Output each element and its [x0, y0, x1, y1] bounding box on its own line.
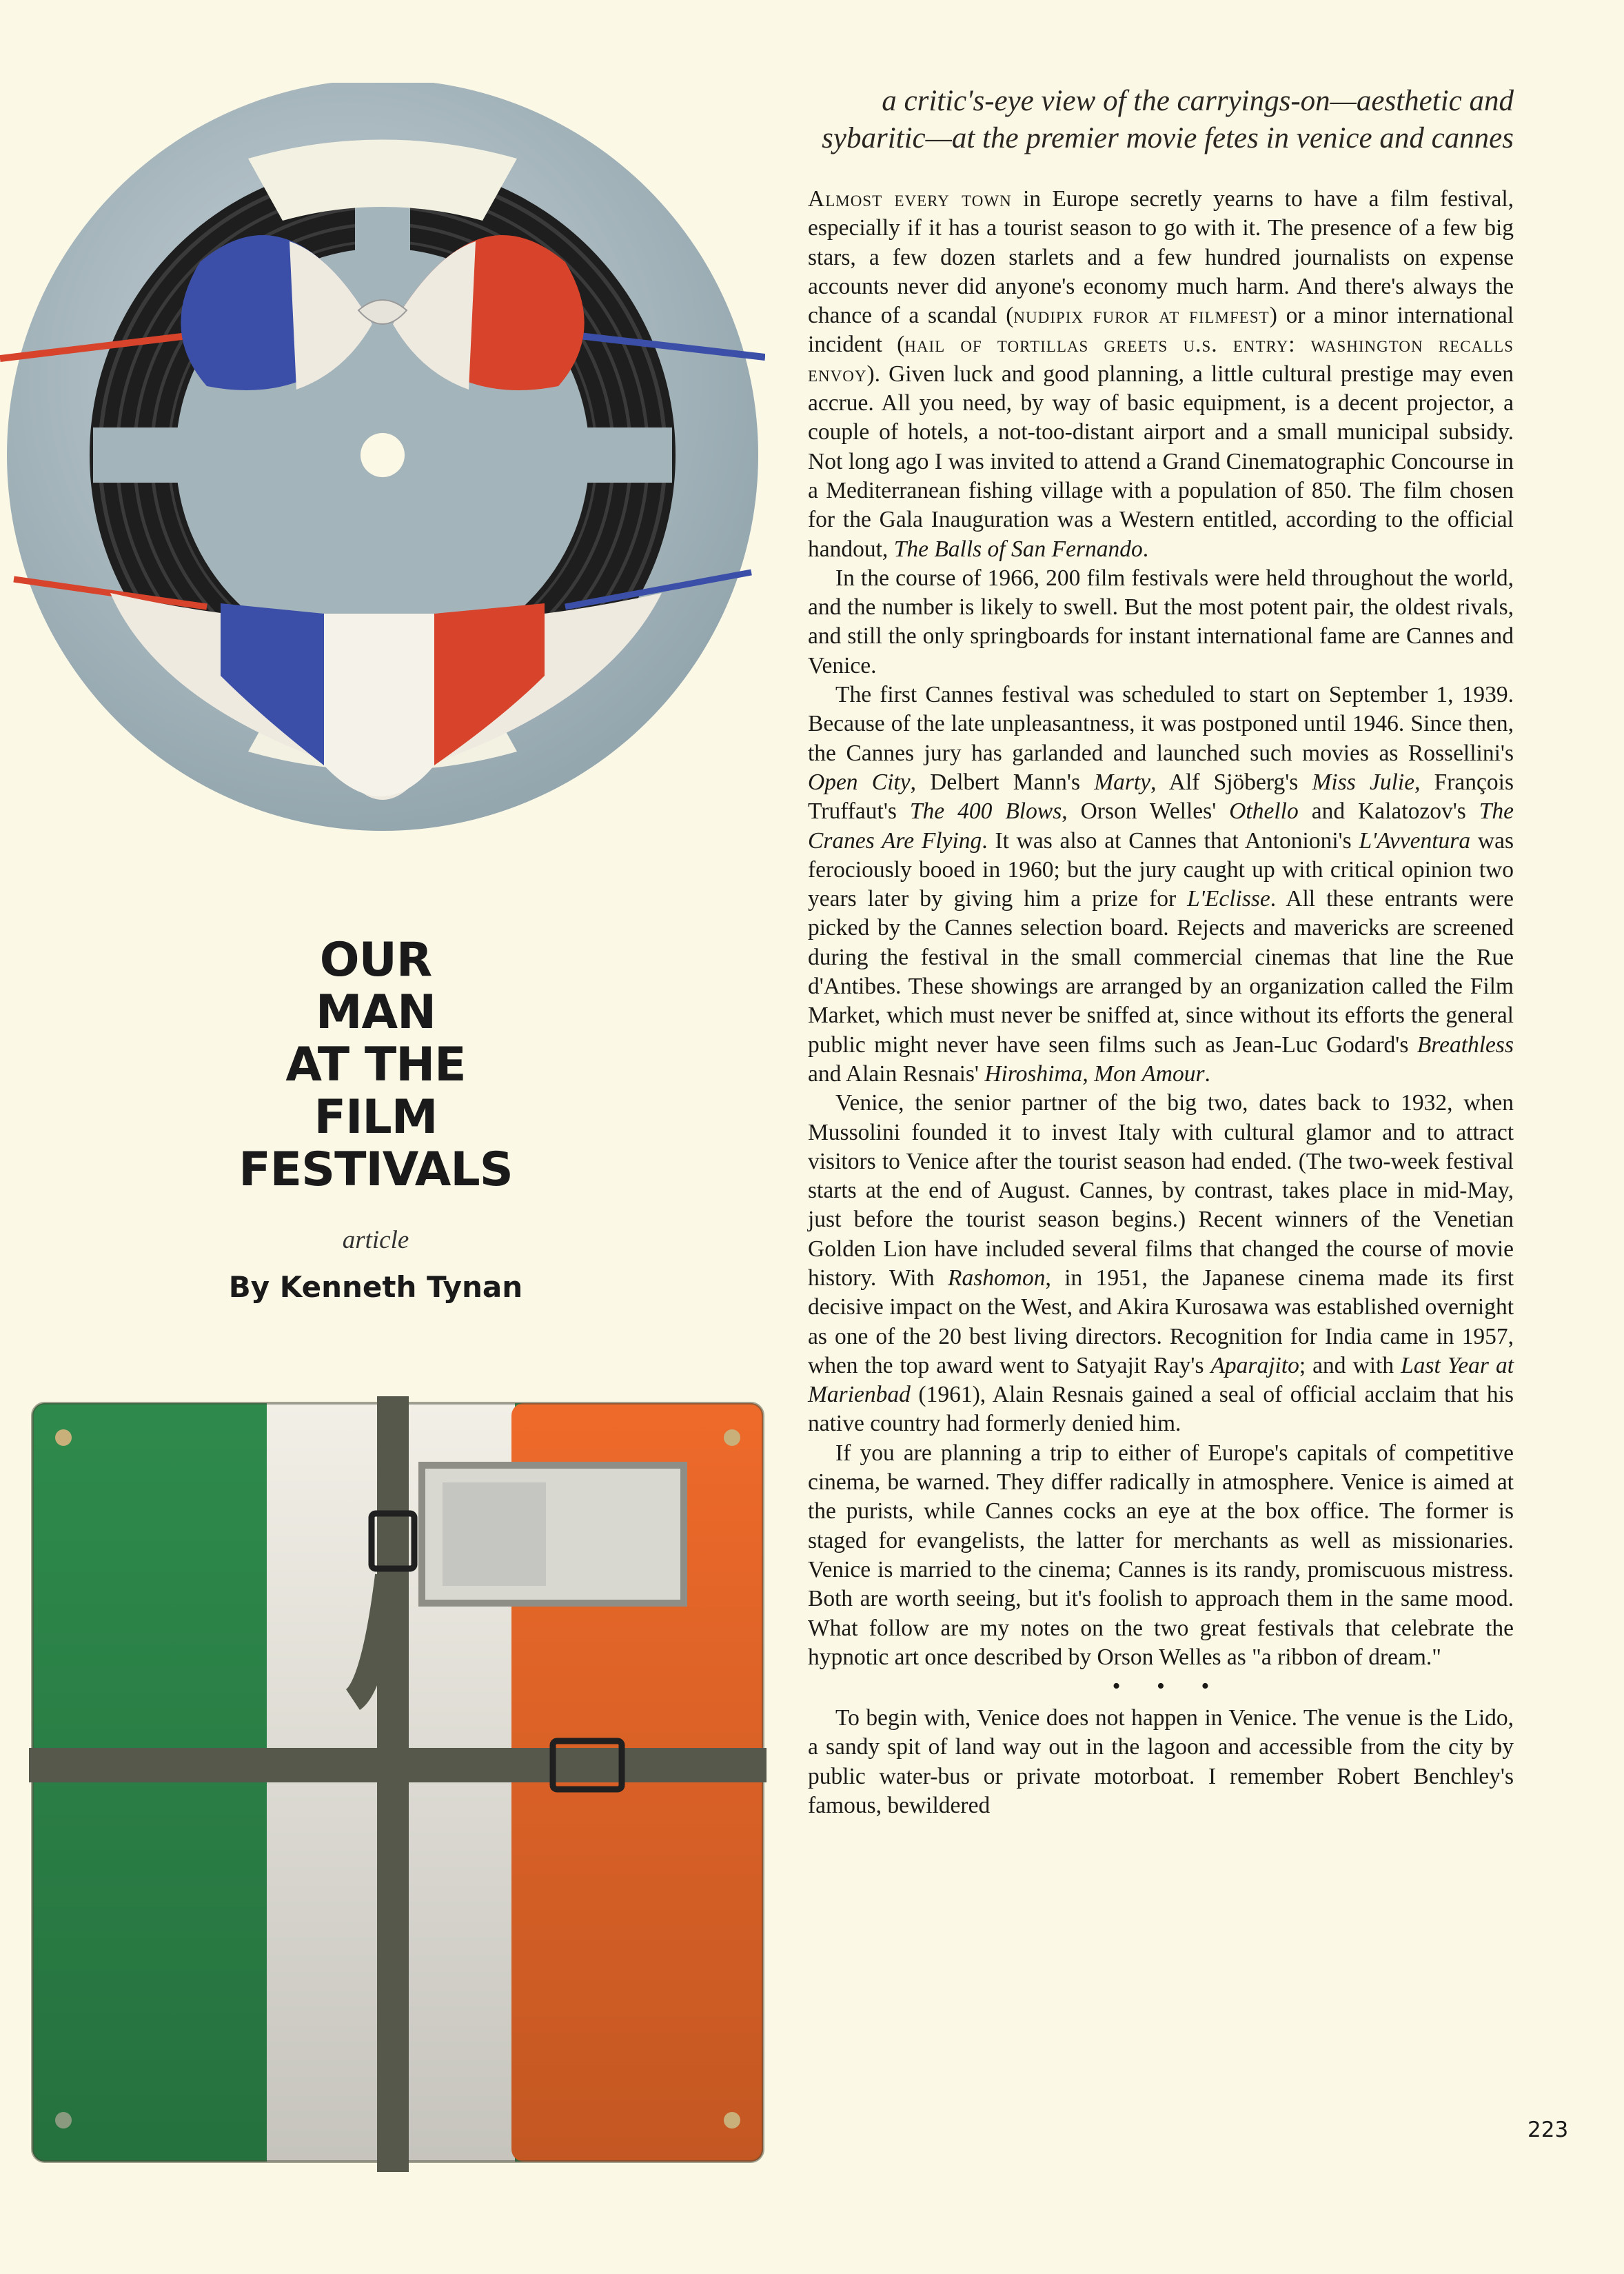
paragraph-4: Venice, the senior partner of the big two, dates back to 1932, when Mussolini founded it to invest Italy with cultural glamor and to attract visitors to Venice after the tourist season had ended. (The two-week festival starts at the end of August. Cannes, by contrast, takes place in mid-May, just before the tourist season begins.) Recent winners of the Venetian Golden Lion have included several films that changed the course of movie history. With Rashomon, in 1951, the Japanese cinema made its first decisive impact on the West, and Akira Kurosawa was established overnight as one of the 20 best living directors. Recognition for India came in 1957, when the top award went to Satyajit Ray's Aparajito; and with Last Year at Marienbad (1961), Alain Resnais gained a seal of official acclaim that his native country had formerly denied him. — [808, 1090, 1514, 1437]
reel-center-hole — [361, 433, 405, 477]
article-kicker: article — [342, 1226, 409, 1254]
rivet-icon — [724, 2112, 740, 2129]
deck-line-1: a critic's-eye view of the carryings-on—aesthetic and — [882, 85, 1514, 117]
title-line-3: AT THE — [285, 1038, 466, 1092]
rivet-icon — [55, 2112, 72, 2129]
paragraph-3: The first Cannes festival was scheduled to start on September 1, 1939. Because of the late unpleasantness, it was postponed until 1946. Since then, the Cannes jury has garlanded and launched such movies as Rossellini's Open City, Delbert Mann's Marty, Alf Sjöberg's Miss Julie, François Truffaut's The 400 Blows, Orson Welles' Othello and Kalatozov's The Cranes Are Flying. It was also at Cannes that Antonioni's L'Avventura was ferociously booed in 1960; but the jury caught up with critical opinion two years later by giving him a prize for L'Eclisse. All these entrants were picked by the Cannes selection board. Rejects and mavericks are screened during the festival in the small commercial cinemas that line the Rue d'Antibes. These showings are arranged by an organization called the Film Market, which must never be sniffed at, since without its efforts the general public might never have seen films such as Jean-Luc Godard's Breathless and Alain Resnais' Hiroshima, Mon Amour. — [808, 682, 1514, 1087]
paragraph-5: If you are planning a trip to either of Europe's capitals of competitive cinema, be warned. They differ radically in atmosphere. Venice is aimed at the purists, while Cannes cocks an eye at the box office. The former is staged for evangelists, the latter for merchants as well as missionaries. Venice is married to the cinema; Cannes is its randy, promiscuous mistress. Both are worth seeing, but it's foolish to approach them in the same mood. What follow are my notes on the two great festivals that celebrate the hypnotic art once described by Orson Welles as "a ribbon of dream." — [808, 1440, 1514, 1670]
deck-line-2: sybaritic—at the premier movie fetes in venice and cannes — [822, 122, 1514, 154]
page-number: 223 — [1527, 2117, 1569, 2142]
horizontal-strap — [29, 1748, 767, 1782]
title-line-5: FESTIVALS — [238, 1143, 513, 1197]
left-column — [0, 0, 772, 2274]
title-line-4: FILM — [314, 1090, 438, 1145]
film-reel-illustration — [0, 83, 765, 848]
lead-in: Almost every town — [808, 186, 1012, 212]
article-body — [808, 185, 1514, 1820]
film-reel-bikini-image — [0, 83, 765, 848]
title-line-2: MAN — [315, 985, 436, 1040]
article-title-block — [172, 934, 579, 1304]
film-case-image — [29, 1396, 767, 2172]
paragraph-1: Almost every town in Europe secretly yearns to have a film festival, especially if it has a tourist season to go with it. The presence of a few big stars, a few dozen starlets and a few hundred journalists on expense accounts never did anyone's economy much harm. And there's always the chance of a scandal (nudipix furor at filmfest) or a minor international incident (hail of tortillas greets u.s. entry: washington recalls envoy). Given luck and good planning, a little cultural prestige may even accrue. All you need, by way of basic equipment, is a decent projector, a couple of hotels, a not-too-distant airport and a small municipal subsidy. Not long ago I was invited to attend a Grand Cinematographic Concourse in a Mediterranean fishing village with a population of 850. The film chosen for the Gala Inauguration was a Western entitled, according to the official handout, The Balls of San Fernando. — [808, 186, 1514, 562]
byline: By Kenneth Tynan — [228, 1270, 523, 1304]
film-case-illustration — [29, 1396, 767, 2172]
section-separator: • • • — [1112, 1673, 1225, 1700]
rivet-icon — [55, 1429, 72, 1446]
rivet-icon — [724, 1429, 740, 1446]
title-line-1: OUR — [319, 933, 432, 987]
article-deck — [808, 83, 1514, 157]
paragraph-2: In the course of 1966, 200 film festivals were held throughout the world, and the number is likely to swell. But the most potent pair, the oldest rivals, and still the only springboards for instant international fame are Cannes and Venice. — [808, 565, 1514, 678]
paragraph-6: To begin with, Venice does not happen in Venice. The venue is the Lido, a sandy spit of land way out in the lagoon and accessible from the city by public water-bus or private motorboat. I remember Robert Benchley's famous, bewildered — [808, 1705, 1514, 1819]
